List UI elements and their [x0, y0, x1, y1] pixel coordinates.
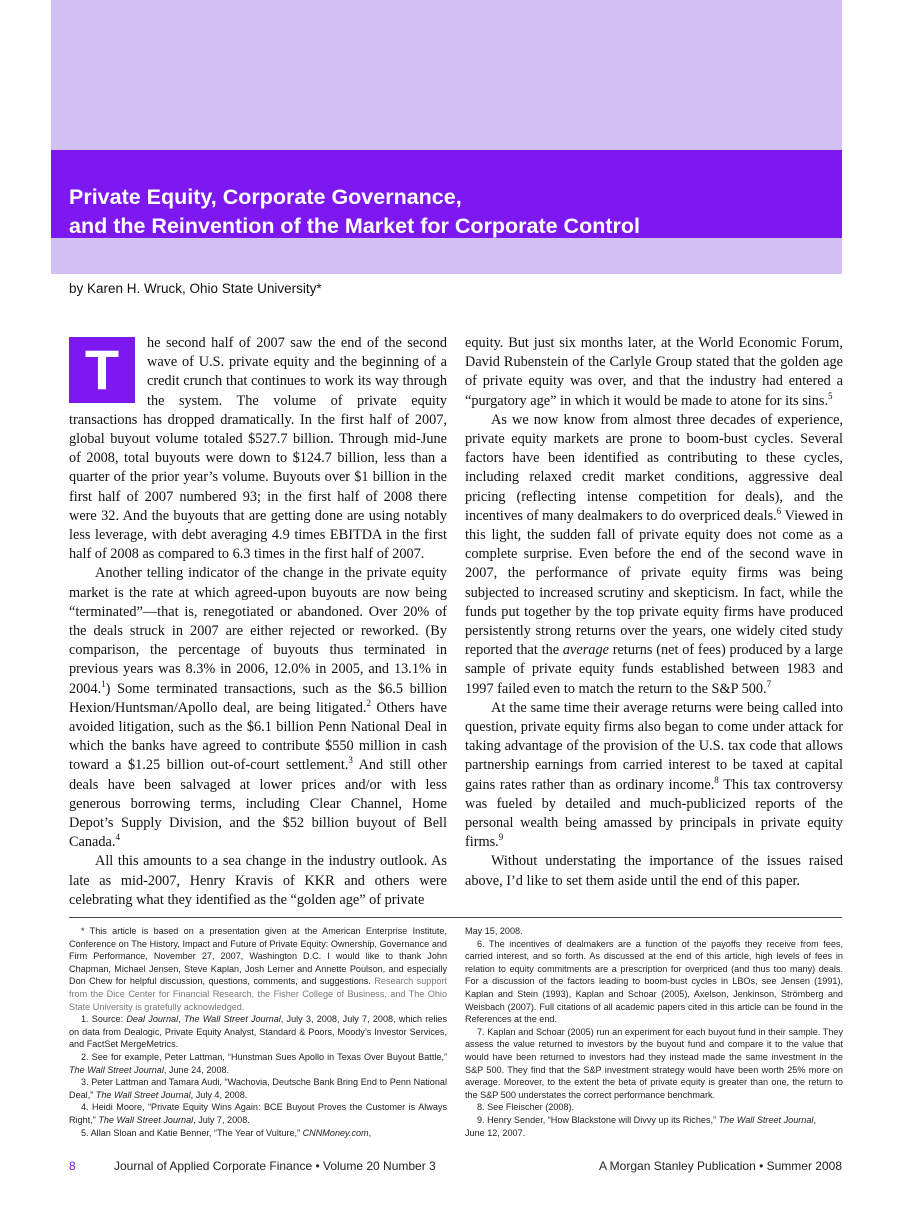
text-run: 3. Peter Lattman and Tamara Audi, “Wachovia, Deutsche Bank Bring End to Penn National Deal,” [69, 1077, 447, 1100]
text-run: , July 7, 2008. [193, 1114, 250, 1125]
paragraph [69, 852, 447, 910]
text-run: All this amounts to a sea change in the industry outlook. As late as mid-2007, Henry Kravis of KKR and others were celebrating what they identified as the “golden age” of private [69, 853, 447, 908]
text-run: At the same time their average returns were being called into question, private equity firms also began to come under attack for taking advantage of the provision of the U.S. tax code that allows partnership earnings from carried interest to be taxed at capital gains rates rather than as ordinary income. [465, 699, 843, 793]
emphasis: The Wall Street Journal [718, 1114, 814, 1125]
footnote-ref: 4 [115, 832, 120, 843]
paragraph [465, 411, 843, 699]
footnote [69, 1127, 447, 1140]
text-run: Another telling indicator of the change in the private equity market is the rate at which agreed-upon buyouts are now being “terminated”—that is, renegotiated or abandoned. Over 20% of the deals struck in 2007 are either rejected or reworked. (By comparison, the percentage of buyouts thus terminated in previous years was 8.3% in 2006, 12.0% in 2005, and 13.1% in 2004. [69, 565, 447, 697]
text-run: 7. Kaplan and Schoar (2005) run an experiment for each buyout fund in their sample. They assess the value returned to investors by the buyout fund and compare it to the value that would have been returned to investors had they instead made the same investment in the S&P 500. They find that the S&P investment strategy would have been worth 25% more on average. Moreover, to the extent the beta of private equity is greater than one, the return to the S&P 500 understates the correct performance benchmark. [465, 1026, 843, 1100]
title-line-1: Private Equity, Corporate Governance, [69, 185, 462, 209]
footnote [465, 1026, 843, 1102]
footnote [69, 925, 447, 1013]
body-column-left [69, 334, 447, 910]
footnote-ref: 6 [776, 506, 782, 517]
text-run: 8. See Fleischer (2008). [477, 1102, 575, 1113]
text-run: * This article is based on a presentation given at the American Enterprise Institute, Conference on The History, Impact and Future of Private Equity: Ownership, Governance and Firm Performance, November 27, 2007, Washington D.C. I would like to thank John Chapman, Michael Jensen, Steve Kaplan, Josh Lerner and Annette Poulson, and especially Don Chew for helpful discussion, questions, comments, and suggestions. [69, 926, 447, 987]
footnote-ref: 7 [766, 678, 772, 689]
publication-name: A Morgan Stanley Publication • Summer 2008 [599, 1159, 842, 1173]
footnote-ref: 5 [828, 390, 833, 401]
text-run: , July 4, 2008. [190, 1089, 248, 1100]
footnote [465, 1114, 843, 1127]
footnote-ref: 8 [714, 774, 719, 785]
text-run: 5. Allan Sloan and Katie Benner, “The Year of Vulture,” [81, 1127, 303, 1138]
footnote [465, 1101, 843, 1114]
emphasis: average [562, 642, 609, 659]
page-number: 8 [69, 1159, 76, 1173]
byline: by Karen H. Wruck, Ohio State University* [69, 281, 322, 296]
drop-cap: T [69, 337, 135, 403]
footnote [69, 1076, 447, 1101]
text-run: , [368, 1127, 372, 1138]
header-band-bottom [51, 238, 842, 274]
text-run: 1. Source: [81, 1014, 127, 1025]
emphasis: Deal Journal [126, 1014, 179, 1025]
text-run: 4. Heidi Moore, “Private Equity Wins Again: BCE Buyout Proves the Customer is Always Right,” [69, 1102, 447, 1125]
text-run: And still other deals have been salvaged at lower prices and/or with less generous borrowing terms, including Clear Channel, Home Depot’s Supply Division, and the $52 billion buyout of Bell Canada. [69, 757, 448, 851]
text-run: Research support from the Dice Center for Financial Research, the Fisher College of Business, and The Ohio State University is gratefully acknowledged. [69, 976, 447, 1012]
text-run: , [813, 1114, 816, 1125]
footnotes-right [465, 925, 843, 1139]
emphasis: The Wall Street Journal [183, 1014, 281, 1025]
text-run: Viewed in this light, the sudden fall of private equity does not come as a complete surprise. Even before the end of the second wave in 2007, the performance of private equity firms was being subjected to increased scrutiny and skepticism. In fact, while the funds put together by the top private equity firms have produced persistently strong returns over the years, one widely cited study reported that the [465, 507, 843, 659]
title-line-2: and the Reinvention of the Market for Corporate Control [69, 214, 640, 238]
body-column-right [465, 334, 843, 891]
footnote [465, 925, 843, 938]
footnote-ref: 9 [498, 832, 504, 843]
text-run: As we now know from almost three decades of experience, private equity markets are prone to boom-bust cycles. Several factors have been identified as contributing to these cycles, including relaxed credit market conditions, aggressive deal pricing (reflecting intense competition for deals), and the incentives of many dealmakers to do overpriced deals. [465, 411, 843, 524]
text-run: May 15, 2008. [465, 926, 523, 936]
emphasis: The Wall Street Journal [69, 1064, 164, 1075]
text-run: returns (net of fees) produced by a large sample of private equity funds established between 1983 and 1997 failed even to match the return to the S&P 500. [465, 642, 844, 697]
footnote [69, 1013, 447, 1051]
emphasis: The Wall Street Journal [98, 1114, 194, 1125]
text-run: June 12, 2007. [465, 1127, 526, 1138]
paragraph [465, 852, 843, 890]
text-run: he second half of 2007 saw the end of the second wave of U.S. private equity and the beginning of a credit crunch that continues to work its way through the system. The volume of private equity transactions has dropped dramatically. In the first half of 2007, global buyout volume totaled $527.7 billion. Through mid-June of 2008, total buyouts were down to $124.7 billion, less than a quarter of the prior year’s volume. Buyouts over $1 billion in the first half of 2007 numbered 93; in the first half of 2008 there were 32. And the buyouts that are getting done are using notably less leverage, with debt averaging 4.9 times EBITDA in the first half of 2008 as compared to 6.3 times in the first half of 2007. [69, 335, 447, 563]
footnote-ref: 3 [348, 755, 353, 766]
footnote-ref: 1 [101, 678, 106, 689]
text-run: ) Some terminated transactions, such as the $6.5 billion Hexion/Huntsman/Apollo deal, are being litigated. [69, 680, 447, 716]
footnote-divider [69, 917, 842, 918]
paragraph [69, 564, 447, 852]
paragraph [465, 334, 843, 411]
text-run: , June 24, 2008. [163, 1064, 230, 1075]
footnote [69, 1101, 447, 1126]
footnote [465, 938, 843, 1026]
footnote [465, 1127, 843, 1140]
footnote [69, 1051, 447, 1076]
paragraph [465, 699, 843, 853]
article-title [69, 183, 829, 241]
header-band-top [51, 0, 842, 150]
text-run: 2. See for example, Peter Lattman, “Hunstman Sues Apollo in Texas Over Buyout Battle,” [81, 1051, 447, 1062]
text-run: , [178, 1014, 184, 1025]
emphasis: The Wall Street Journal [95, 1089, 191, 1100]
text-run: 9. Henry Sender, “How Blackstone will Divvy up its Riches,” [477, 1114, 719, 1125]
emphasis: CNNMoney.com [302, 1127, 369, 1138]
text-run: 6. The incentives of dealmakers are a function of the payoffs they receive from fees, carried interest, and so forth. As discussed at the end of this article, high levels of fees in relation to equity commitments are a prescription for overpriced (and thus too many) deals. For a discussion of the factors leading to boom-bust cycles in LBOs, see Jensen (1991), Kaplan and Stein (1993), Kaplan and Schoar (2005), Axelson, Jenkinson, Strömberg and Weisbach (2007). Full citations of all academic papers cited in this article can be found in the References at the end. [465, 938, 843, 1025]
footnote-ref: 2 [366, 698, 371, 709]
text-run: Others have avoided litigation, such as the $6.1 billion Penn National Deal in which the banks have agreed to contribute $550 million in cash toward a $1.25 billion out-of-court settlement. [69, 699, 447, 774]
journal-name: Journal of Applied Corporate Finance • Volume 20 Number 3 [114, 1159, 436, 1173]
text-run: Without understating the importance of the issues raised above, I’d like to set them aside until the end of this paper. [465, 853, 843, 889]
text-run: This tax controversy was fueled by detailed and much-publicized reports of the personal wealth being amassed by principals in private equity firms. [465, 776, 844, 851]
text-run: equity. But just six months later, at the World Economic Forum, David Rubenstein of the Carlyle Group stated that the golden age of private equity was over, and that the industry had entered a “purgatory age” in which it would be made to atone for its sins. [465, 335, 843, 409]
text-run: , July 3, 2008, July 7, 2008, which relies on data from Dealogic, Private Equity Analyst, Standard & Poors, Moody’s Investor Services, and FactSet MergeMetrics. [69, 1014, 448, 1050]
footnotes-left [69, 925, 447, 1139]
